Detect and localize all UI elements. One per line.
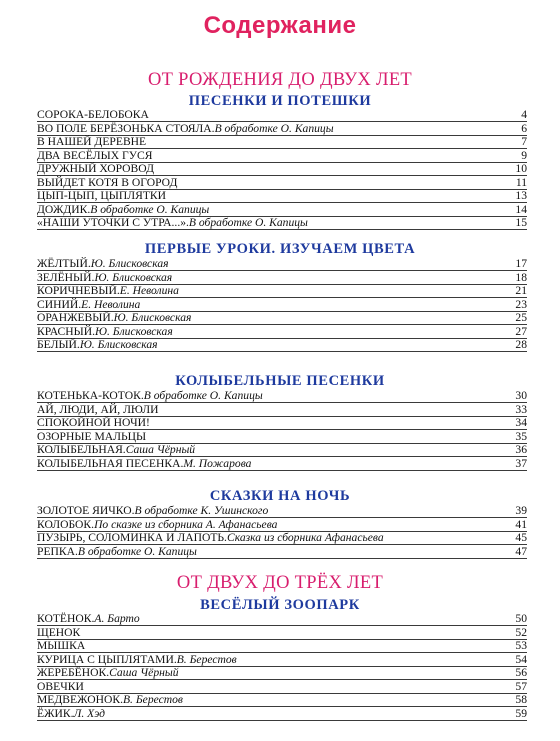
toc-entry	[37, 271, 527, 284]
toc-entry	[37, 390, 527, 403]
toc-entry	[37, 545, 527, 558]
entry-title: КУРИЦА С ЦЫПЛЯТАМИ.	[37, 652, 177, 666]
entry-author: Е. Неволина	[119, 284, 179, 298]
entry-title: МЫШКА	[37, 639, 86, 653]
entry-title: ДВА ВЕСЁЛЫХ ГУСЯ	[37, 148, 153, 162]
entry-author: Л. Хэд	[73, 706, 106, 720]
toc-entry	[37, 430, 527, 443]
toc-entry	[37, 325, 527, 338]
entry-author: М. Пожарова	[183, 456, 252, 470]
entry-author: Ю. Блисковская	[94, 324, 173, 338]
entry-author: В обработке О. Капицы	[90, 202, 210, 216]
entry-title: ЗЕЛЁНЫЙ.	[37, 270, 95, 284]
toc-entry	[37, 163, 527, 176]
toc-entry	[37, 532, 527, 545]
entry-page-number: 13	[515, 189, 527, 203]
toc-entry	[37, 667, 527, 680]
entry-page-number: 27	[515, 324, 527, 338]
entry-title: ЖЕРЕБЁНОК.	[37, 666, 110, 680]
section-heading: ПЕРВЫЕ УРОКИ. ИЗУЧАЕМ ЦВЕТА	[144, 241, 416, 257]
toc-entry	[37, 203, 527, 216]
page-title: Содержание	[203, 12, 357, 39]
toc-list	[37, 505, 527, 559]
entry-title: КОЛЫБЕЛЬНАЯ.	[37, 443, 126, 457]
entry-author: Ю. Блисковская	[90, 257, 169, 271]
entry-title: ЦЫП-ЦЫП, ЦЫПЛЯТКИ	[37, 189, 167, 203]
entry-page-number: 23	[515, 297, 527, 311]
entry-page-number: 50	[515, 612, 527, 626]
toc-list	[37, 258, 527, 352]
entry-page-number: 39	[515, 504, 527, 518]
entry-title: ДОЖДИК.	[37, 202, 91, 216]
entry-title: КОТЁНОК.	[37, 612, 95, 626]
entry-page-number: 52	[515, 625, 527, 639]
entry-author: В обработке О. Капицы	[143, 389, 263, 403]
entry-title: ДРУЖНЫЙ ХОРОВОД	[37, 162, 154, 176]
section-heading: ВЕСЁЛЫЙ ЗООПАРК	[200, 597, 360, 613]
entry-author: В. Берестов	[122, 693, 183, 707]
toc-entry	[37, 122, 527, 135]
entry-title: КРАСНЫЙ.	[37, 324, 95, 338]
toc-entry	[37, 518, 527, 531]
entry-title: СПОКОЙНОЙ НОЧИ!	[37, 416, 150, 430]
toc-list	[37, 109, 527, 230]
entry-page-number: 57	[515, 679, 527, 693]
entry-title: ЖЁЛТЫЙ.	[37, 257, 91, 271]
entry-title: КОТЕНЬКА-КОТОК.	[37, 389, 144, 403]
entry-page-number: 54	[515, 652, 527, 666]
entry-author: А. Барто	[94, 612, 140, 626]
entry-page-number: 58	[515, 693, 527, 707]
entry-title: СОРОКА-БЕЛОБОКА	[37, 108, 149, 122]
toc-entry	[37, 457, 527, 470]
toc-entry	[37, 136, 527, 149]
toc-list	[37, 390, 527, 471]
toc-list	[37, 613, 527, 721]
entry-page-number: 56	[515, 666, 527, 680]
toc-entry	[37, 312, 527, 325]
entry-page-number: 37	[515, 456, 527, 470]
toc-entry	[37, 176, 527, 189]
entry-author: Ю. Блисковская	[113, 311, 192, 325]
entry-title: КОЛЫБЕЛЬНАЯ ПЕСЕНКА.	[37, 456, 184, 470]
entry-author: В обработке К. Ушинского	[134, 504, 269, 518]
toc-entry	[37, 626, 527, 639]
toc-entry	[37, 217, 527, 230]
toc-entry	[37, 339, 527, 352]
entry-page-number: 35	[515, 429, 527, 443]
toc-entry	[37, 613, 527, 626]
toc-entry	[37, 190, 527, 203]
entry-page-number: 36	[515, 443, 527, 457]
entry-page-number: 4	[521, 108, 527, 122]
section-heading: СКАЗКИ НА НОЧЬ	[209, 488, 351, 504]
entry-title: ЗОЛОТОЕ ЯИЧКО.	[37, 504, 135, 518]
entry-page-number: 10	[515, 162, 527, 176]
entry-page-number: 17	[515, 257, 527, 271]
toc-entry	[37, 285, 527, 298]
entry-author: Ю. Блисковская	[94, 270, 173, 284]
toc-entry	[37, 707, 527, 720]
section-heading: КОЛЫБЕЛЬНЫЕ ПЕСЕНКИ	[175, 373, 385, 389]
entry-title: ОВЕЧКИ	[37, 679, 84, 693]
entry-page-number: 28	[515, 338, 527, 352]
entry-page-number: 11	[515, 175, 527, 189]
entry-title: ОРАНЖЕВЫЙ.	[37, 311, 114, 325]
entry-page-number: 30	[515, 389, 527, 403]
entry-author: В обработке О. Капицы	[188, 215, 308, 229]
entry-author: Саша Чёрный	[109, 666, 179, 680]
section-heading: ПЕСЕНКИ И ПОТЕШКИ	[188, 93, 372, 109]
entry-title: БЕЛЫЙ.	[37, 338, 80, 352]
toc-entry	[37, 109, 527, 122]
toc-entry	[37, 680, 527, 693]
toc-entry	[37, 694, 527, 707]
part-heading: ОТ ДВУХ ДО ТРЁХ ЛЕТ	[176, 573, 384, 593]
entry-author: В. Берестов	[176, 652, 237, 666]
entry-author: По сказке из сборника А. Афанасьева	[94, 517, 278, 531]
entry-page-number: 9	[521, 148, 527, 162]
entry-page-number: 59	[515, 706, 527, 720]
toc-entry	[37, 505, 527, 518]
entry-title: ЁЖИК.	[37, 706, 74, 720]
entry-title: РЕПКА.	[37, 544, 78, 558]
entry-title: СИНИЙ.	[37, 297, 82, 311]
entry-page-number: 25	[515, 311, 527, 325]
entry-title: «НАШИ УТОЧКИ С УТРА...».	[37, 215, 189, 229]
entry-title: ВЫЙДЕТ КОТЯ В ОГОРОД	[37, 175, 178, 189]
entry-title: КОРИЧНЕВЫЙ.	[37, 284, 120, 298]
entry-page-number: 7	[521, 135, 527, 149]
toc-entry	[37, 149, 527, 162]
entry-title: КОЛОБОК.	[37, 517, 95, 531]
part-heading: ОТ РОЖДЕНИЯ ДО ДВУХ ЛЕТ	[147, 70, 413, 90]
entry-author: Сказка из сборника Афанасьева	[226, 531, 384, 545]
entry-page-number: 47	[515, 544, 527, 558]
toc-entry	[37, 298, 527, 311]
entry-page-number: 33	[515, 402, 527, 416]
toc-entry	[37, 444, 527, 457]
entry-page-number: 21	[515, 284, 527, 298]
entry-page-number: 34	[515, 416, 527, 430]
entry-author: Саша Чёрный	[125, 443, 196, 457]
toc-entry	[37, 258, 527, 271]
entry-page-number: 14	[515, 202, 527, 216]
entry-title: МЕДВЕЖОНОК.	[37, 693, 123, 707]
entry-title: ЩЕНОК	[37, 625, 81, 639]
entry-title: В НАШЕЙ ДЕРЕВНЕ	[37, 135, 147, 149]
entry-page-number: 15	[515, 215, 527, 229]
entry-page-number: 6	[521, 121, 527, 135]
entry-author: В обработке О. Капицы	[214, 121, 334, 135]
entry-page-number: 41	[515, 517, 527, 531]
toc-entry	[37, 640, 527, 653]
entry-page-number: 45	[515, 531, 527, 545]
entry-page-number: 53	[515, 639, 527, 653]
toc-entry	[37, 403, 527, 416]
entry-page-number: 18	[515, 270, 527, 284]
toc-entry	[37, 417, 527, 430]
entry-author: Ю. Блисковская	[79, 338, 158, 352]
entry-title: ПУЗЫРЬ, СОЛОМИНКА И ЛАПОТЬ.	[37, 531, 227, 545]
entry-title: ВО ПОЛЕ БЕРЁЗОНЬКА СТОЯЛА.	[37, 121, 215, 135]
entry-title: ОЗОРНЫЕ МАЛЬЦЫ	[37, 429, 147, 443]
entry-title: АЙ, ЛЮДИ, АЙ, ЛЮЛИ	[37, 402, 159, 416]
entry-author: В обработке О. Капицы	[77, 544, 197, 558]
toc-entry	[37, 653, 527, 666]
entry-author: Е. Неволина	[81, 297, 141, 311]
